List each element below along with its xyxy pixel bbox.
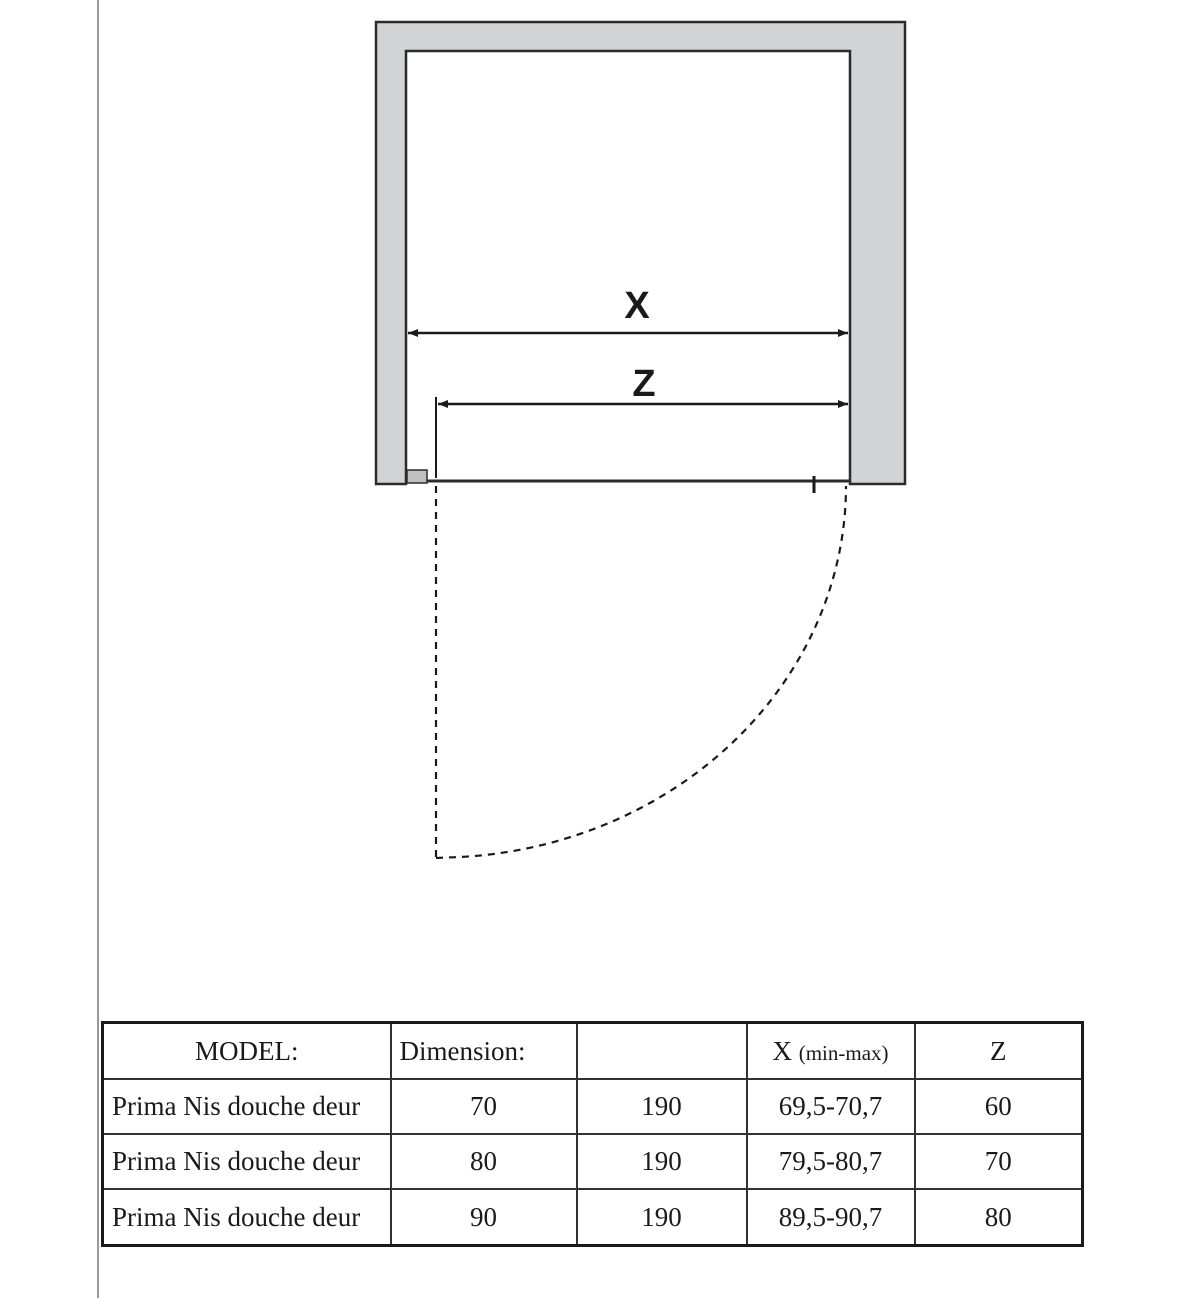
dimensions-table <box>101 1021 1084 1247</box>
cell-dimension: 70 <box>391 1079 577 1134</box>
door-swing-arc <box>436 486 846 858</box>
hinge-bracket <box>407 470 427 483</box>
table-row <box>103 1134 1083 1189</box>
header-x-main: X <box>772 1035 792 1066</box>
table-header-row <box>103 1023 1083 1080</box>
cell-x-range: 69,5-70,7 <box>747 1079 915 1134</box>
z-dimension-label: Z <box>632 363 656 405</box>
table-row <box>103 1079 1083 1134</box>
cell-z: 70 <box>915 1134 1083 1189</box>
header-model: MODEL: <box>103 1023 391 1080</box>
cell-model: Prima Nis douche deur <box>103 1079 391 1134</box>
cell-model: Prima Nis douche deur <box>103 1134 391 1189</box>
cell-x-range: 89,5-90,7 <box>747 1189 915 1245</box>
header-x <box>747 1023 915 1080</box>
header-dimension: Dimension: <box>391 1023 577 1080</box>
cell-height: 190 <box>577 1189 747 1245</box>
cell-z: 60 <box>915 1079 1083 1134</box>
header-height <box>577 1023 747 1080</box>
header-z: Z <box>915 1023 1083 1080</box>
header-x-sub: (min-max) <box>798 1040 889 1065</box>
table-row <box>103 1189 1083 1245</box>
cell-height: 190 <box>577 1134 747 1189</box>
cell-dimension: 80 <box>391 1134 577 1189</box>
cell-dimension: 90 <box>391 1189 577 1245</box>
cell-x-range: 79,5-80,7 <box>747 1134 915 1189</box>
cell-height: 190 <box>577 1079 747 1134</box>
cell-z: 80 <box>915 1189 1083 1245</box>
niche-walls <box>376 22 905 484</box>
cell-model: Prima Nis douche deur <box>103 1189 391 1245</box>
x-dimension-label: X <box>624 285 650 327</box>
